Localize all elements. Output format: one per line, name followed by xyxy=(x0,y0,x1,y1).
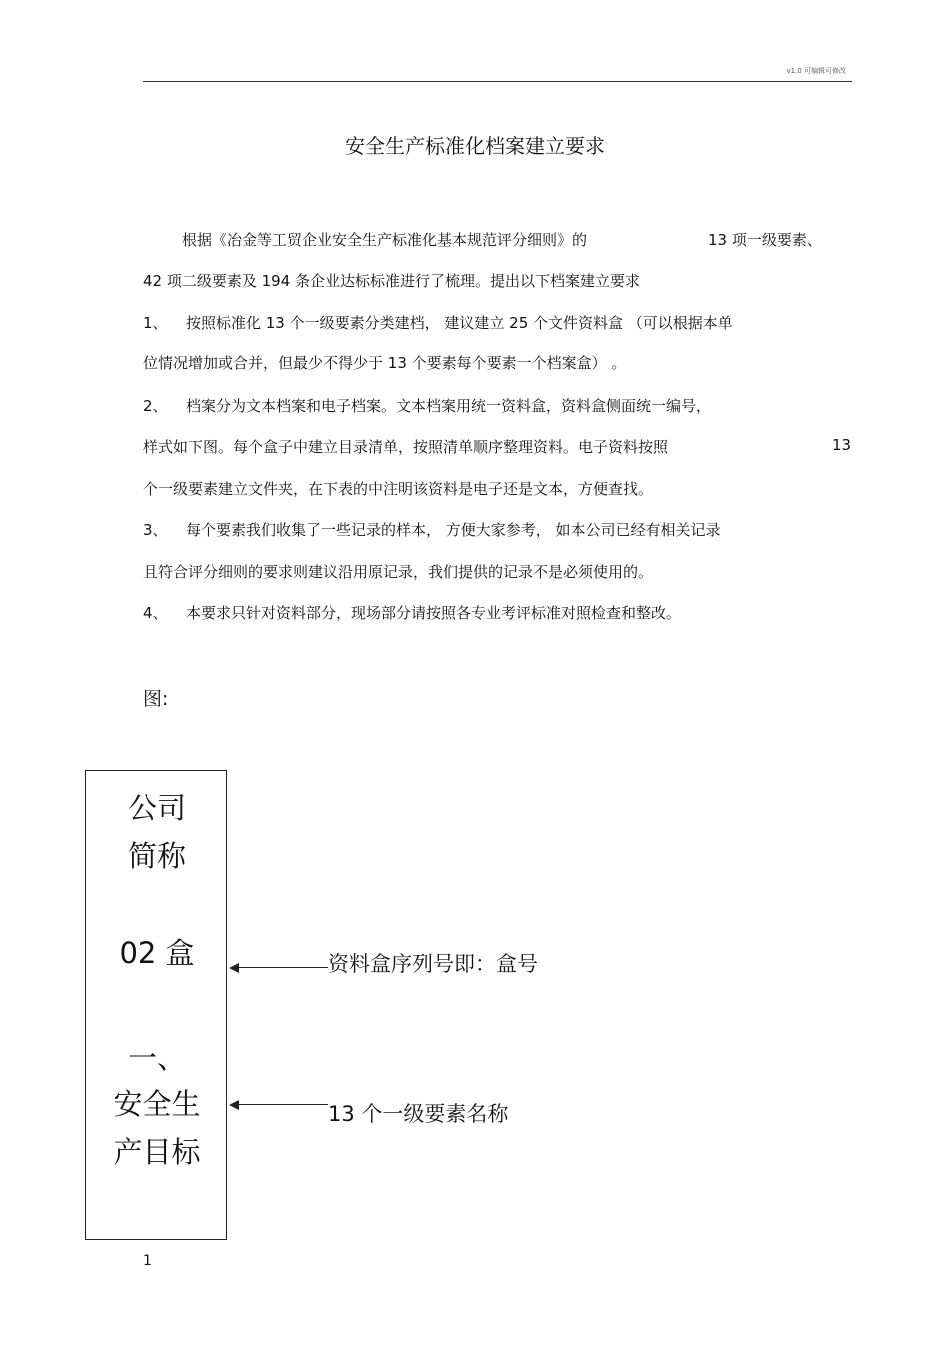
box-company-line-1: 公司 xyxy=(127,791,186,825)
item-2-line-2b: 13 xyxy=(832,436,852,454)
item-3-line-1: 每个要素我们收集了一些记录的样本， 方便大家参考， 如本公司已经有相关记录 xyxy=(186,521,721,539)
arrow-head-2 xyxy=(229,1100,239,1110)
annotation-box-number: 资料盒序列号即：盒号 xyxy=(328,952,538,976)
item-2-line-2a: 样式如下图。每个盒子中建立目录清单，按照清单顺序整理资料。电子资料按照 xyxy=(143,438,669,456)
item-2-line-1: 档案分为文本档案和电子档案。文本档案用统一资料盒，资料盒侧面统一编号， xyxy=(186,397,712,415)
header-rule xyxy=(143,81,852,82)
item-1-number: 1、 xyxy=(143,314,168,332)
item-2-line-3: 个一级要素建立文件夹，在下表的中注明该资料是电子还是文本，方便查找。 xyxy=(143,480,654,498)
intro-line-1a: 根据《冶金等工贸企业安全生产标准化基本规范评分细则》的 xyxy=(182,231,588,249)
arrow-head-1 xyxy=(229,963,239,973)
intro-line-1b: 13 项一级要素、 xyxy=(708,231,822,249)
document-title: 安全生产标准化档案建立要求 xyxy=(345,134,605,158)
annotation-element-name: 13 个一级要素名称 xyxy=(328,1102,509,1126)
box-company-line-2: 简称 xyxy=(127,839,186,873)
arrow-line-1 xyxy=(236,967,328,968)
intro-line-2: 42 项二级要素及 194 条企业达标标准进行了梳理。提出以下档案建立要求 xyxy=(143,272,641,290)
item-4-line-1: 本要求只针对资料部分，现场部分请按照各专业考评标准对照检查和整改。 xyxy=(186,604,682,622)
box-element-line-1: 安全生 xyxy=(113,1087,201,1121)
item-4-number: 4、 xyxy=(143,604,168,622)
file-box-spine xyxy=(85,770,227,1240)
box-number: 02 盒 xyxy=(119,936,195,970)
version-label: v1.0 可编辑可修改 xyxy=(786,67,846,75)
item-1-line-2: 位情况增加或合并，但最少不得少于 13 个要素每个要素一个档案盒） 。 xyxy=(143,354,627,372)
item-2-number: 2、 xyxy=(143,397,168,415)
item-3-number: 3、 xyxy=(143,521,168,539)
item-1-line-1: 按照标准化 13 个一级要素分类建档， 建议建立 25 个文件资料盒 （可以根据本单 xyxy=(186,314,733,332)
box-element-number: 一、 xyxy=(127,1041,186,1075)
arrow-line-2 xyxy=(236,1104,328,1105)
page-number: 1 xyxy=(143,1253,152,1269)
item-3-line-2: 且符合评分细则的要求则建议沿用原记录，我们提供的记录不是必须使用的。 xyxy=(143,563,654,581)
box-element-line-2: 产目标 xyxy=(113,1135,201,1169)
figure-label: 图: xyxy=(143,688,169,710)
